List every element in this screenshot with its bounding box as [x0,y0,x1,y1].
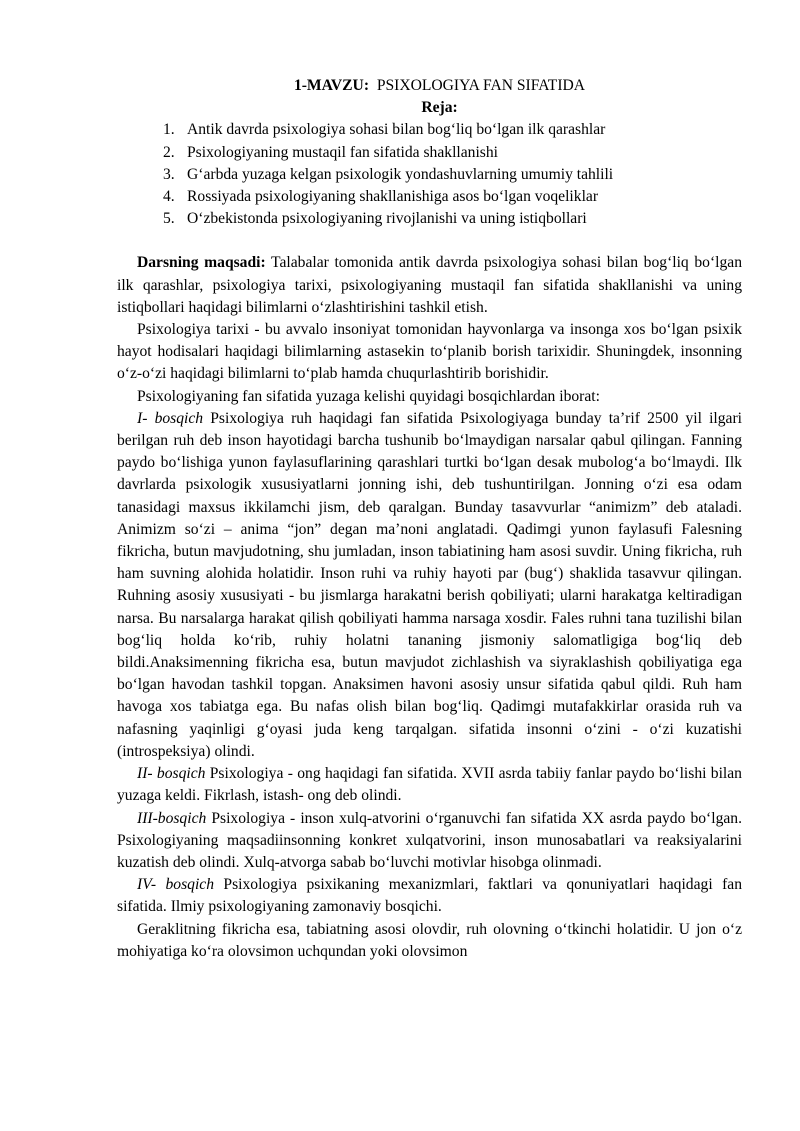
stage-2-paragraph [117,763,742,807]
plan-item-number: 4. [163,188,175,206]
plan-item [163,186,742,208]
plan-item-number: 3. [163,165,175,183]
plan-item [163,119,742,141]
stage-3-label: III-bosqich [137,809,207,827]
plan-item [163,164,742,186]
plan-item [163,208,742,230]
plan-list [117,119,742,230]
history-paragraph: Psixologiya tarixi - bu avvalo insoniyat tomonidan hayvonlarga va insonga xos bo‘lgan psixik hayot hodisalari haqidagi bilimlarning astasekin to‘planib borish tarixidir. Shuningdek, insonning o‘z-o‘zi haqidagi bilimlarni to‘plab hamda chuqurlashtirib borishidir. [117,321,742,383]
stages-intro-paragraph: Psixologiyaning fan sifatida yuzaga kelishi quyidagi bosqichlardan iborat: [137,387,600,405]
goal-text: Talabalar tomonida antik davrda psixologiya sohasi bilan bog‘liq bo‘lgan ilk qarashlar, psixologiya tarixi, psixologiyaning mustaqil fan sifatida shakllanishi va uning istiqbollari haqidagi bilimlarni o‘zlashtirishini tashkil etish. [117,254,742,316]
plan-item-text: O‘zbekistonda psixologiyaning rivojlanishi va uning istiqbollari [187,210,587,228]
plan-heading: Reja: [421,99,458,117]
stage-4-paragraph [117,874,742,918]
plan-item-number: 5. [163,210,175,228]
heraclitus-paragraph: Geraklitning fikricha esa, tabiatning asosi olovdir, ruh olovning o‘tkinchi holatidir. U jon o‘z mohiyatiga ko‘ra olovsimon uchqundan yoki olovsimon [117,920,742,960]
plan-item-text: Antik davrda psixologiya sohasi bilan bog‘liq bo‘lgan ilk qarashlar [187,121,606,139]
stage-2-label: II- bosqich [137,765,206,783]
plan-item-number: 1. [163,121,175,139]
plan-item-text: Rossiyada psixologiyaning shakllanishiga asos bo‘lgan voqeliklar [187,188,599,206]
page-title [117,75,742,97]
goal-label: Darsning maqsadi: [137,254,266,272]
topic-number: 1-MAVZU: [293,77,370,94]
stage-4-text: Psixologiya psixikaning mexanizmlari, faktlari va qonuniyatlari haqidagi fan sifatida. Ilmiy psixologiyaning zamonaviy bosqichi. [117,876,742,916]
topic-title: PSIXOLOGIYA FAN SIFATIDA [376,77,586,94]
stage-4-label: IV- bosqich [137,876,214,894]
plan-item-text: Psixologiyaning mustaqil fan sifatida shakllanishi [187,143,498,161]
stage-1-paragraph [117,408,742,763]
plan-item-text: G‘arbda yuzaga kelgan psixologik yondashuvlarning umumiy tahlili [187,165,614,183]
stage-3-text: Psixologiya - inson xulq-atvorini o‘rganuvchi fan sifatida XX asrda paydo bo‘lgan. Psixologiyaning maqsadiinsonning konkret xulqatvorini, inson munosabatlari va reaksiyalarini kuzatish deb olindi. Xulq-atvorga sabab bo‘luvchi motivlar hisobga olinmadi. [117,809,742,871]
goal-paragraph [117,252,742,319]
stage-3-paragraph [117,808,742,875]
stage-1-text: Psixologiya ruh haqidagi fan sifatida Psixologiyaga bunday ta’rif 2500 yil ilgari berilgan ruh deb inson hayotidagi barcha tushunib bo‘lmaydigan narsalar qabul qilingan. Fanning paydo bo‘lishiga yunon faylasuflarining qarashlari turtki bo‘lgan desak mubolog‘a bo‘lmaydi. Ilk davrlarda psixologik xususiyatlarni jonning ishi, deb tushuntirilgan. Jonning o‘zi esa odam tanasidagi maxsus ikkilamchi jism, deb qaralgan. Bunday tasavvurlar “animizm” deb ataladi. Animizm so‘zi – anima “jon” degan ma’noni anglatadi. Qadimgi yunon faylasufi Falesning fikricha, butun mavjudotning, shu jumladan, inson tabiatining ham asosi suvdir. Uning fikricha, ruh ham suvning alohida holatidir. Inson ruhi va ruhiy hayoti par (bug‘) shaklida tasavvur qilingan. Ruhning asosiy xususiyati - bu jismlarga harakatni berish qobiliyati; ularni harakatga keltiradigan narsa. Bu narsalarga harakat qilish qobiliyati hamma narsaga xosdir. Fales ruhni tana tuzilishi bilan bog‘liq holda ko‘rib, ruhiy holatni tananing jismoniy salomatligiga bog‘liq deb bildi.Anaksimenning fikricha esa, butun mavjudot zichlashish va siyraklashish qobiliyatiga ega bo‘lgan havodan tashkil topgan. Anaksimen havoni asosiy unsur sifatida qabul qildi. Ruh ham havoga xos tabiatga ega. Bu nafas olish bilan bog‘liq. Qadimgi mutafakkirlar orasida ruh va nafasning yaqinligi g‘oyasi juda keng tarqalgan. sifatida insonni o‘zini - o‘zi kuzatishi (introspeksiya) olindi. [117,409,742,760]
stage-2-text: Psixologiya - ong haqidagi fan sifatida. XVII asrda tabiiy fanlar paydo bo‘lishi bilan yuzaga keldi. Fikrlash, istash- ong deb olindi. [117,765,742,805]
spacer [117,230,742,252]
stage-1-label: I- bosqich [137,409,204,427]
plan-item [163,142,742,164]
plan-item-number: 2. [163,143,175,161]
document-page [117,75,742,963]
